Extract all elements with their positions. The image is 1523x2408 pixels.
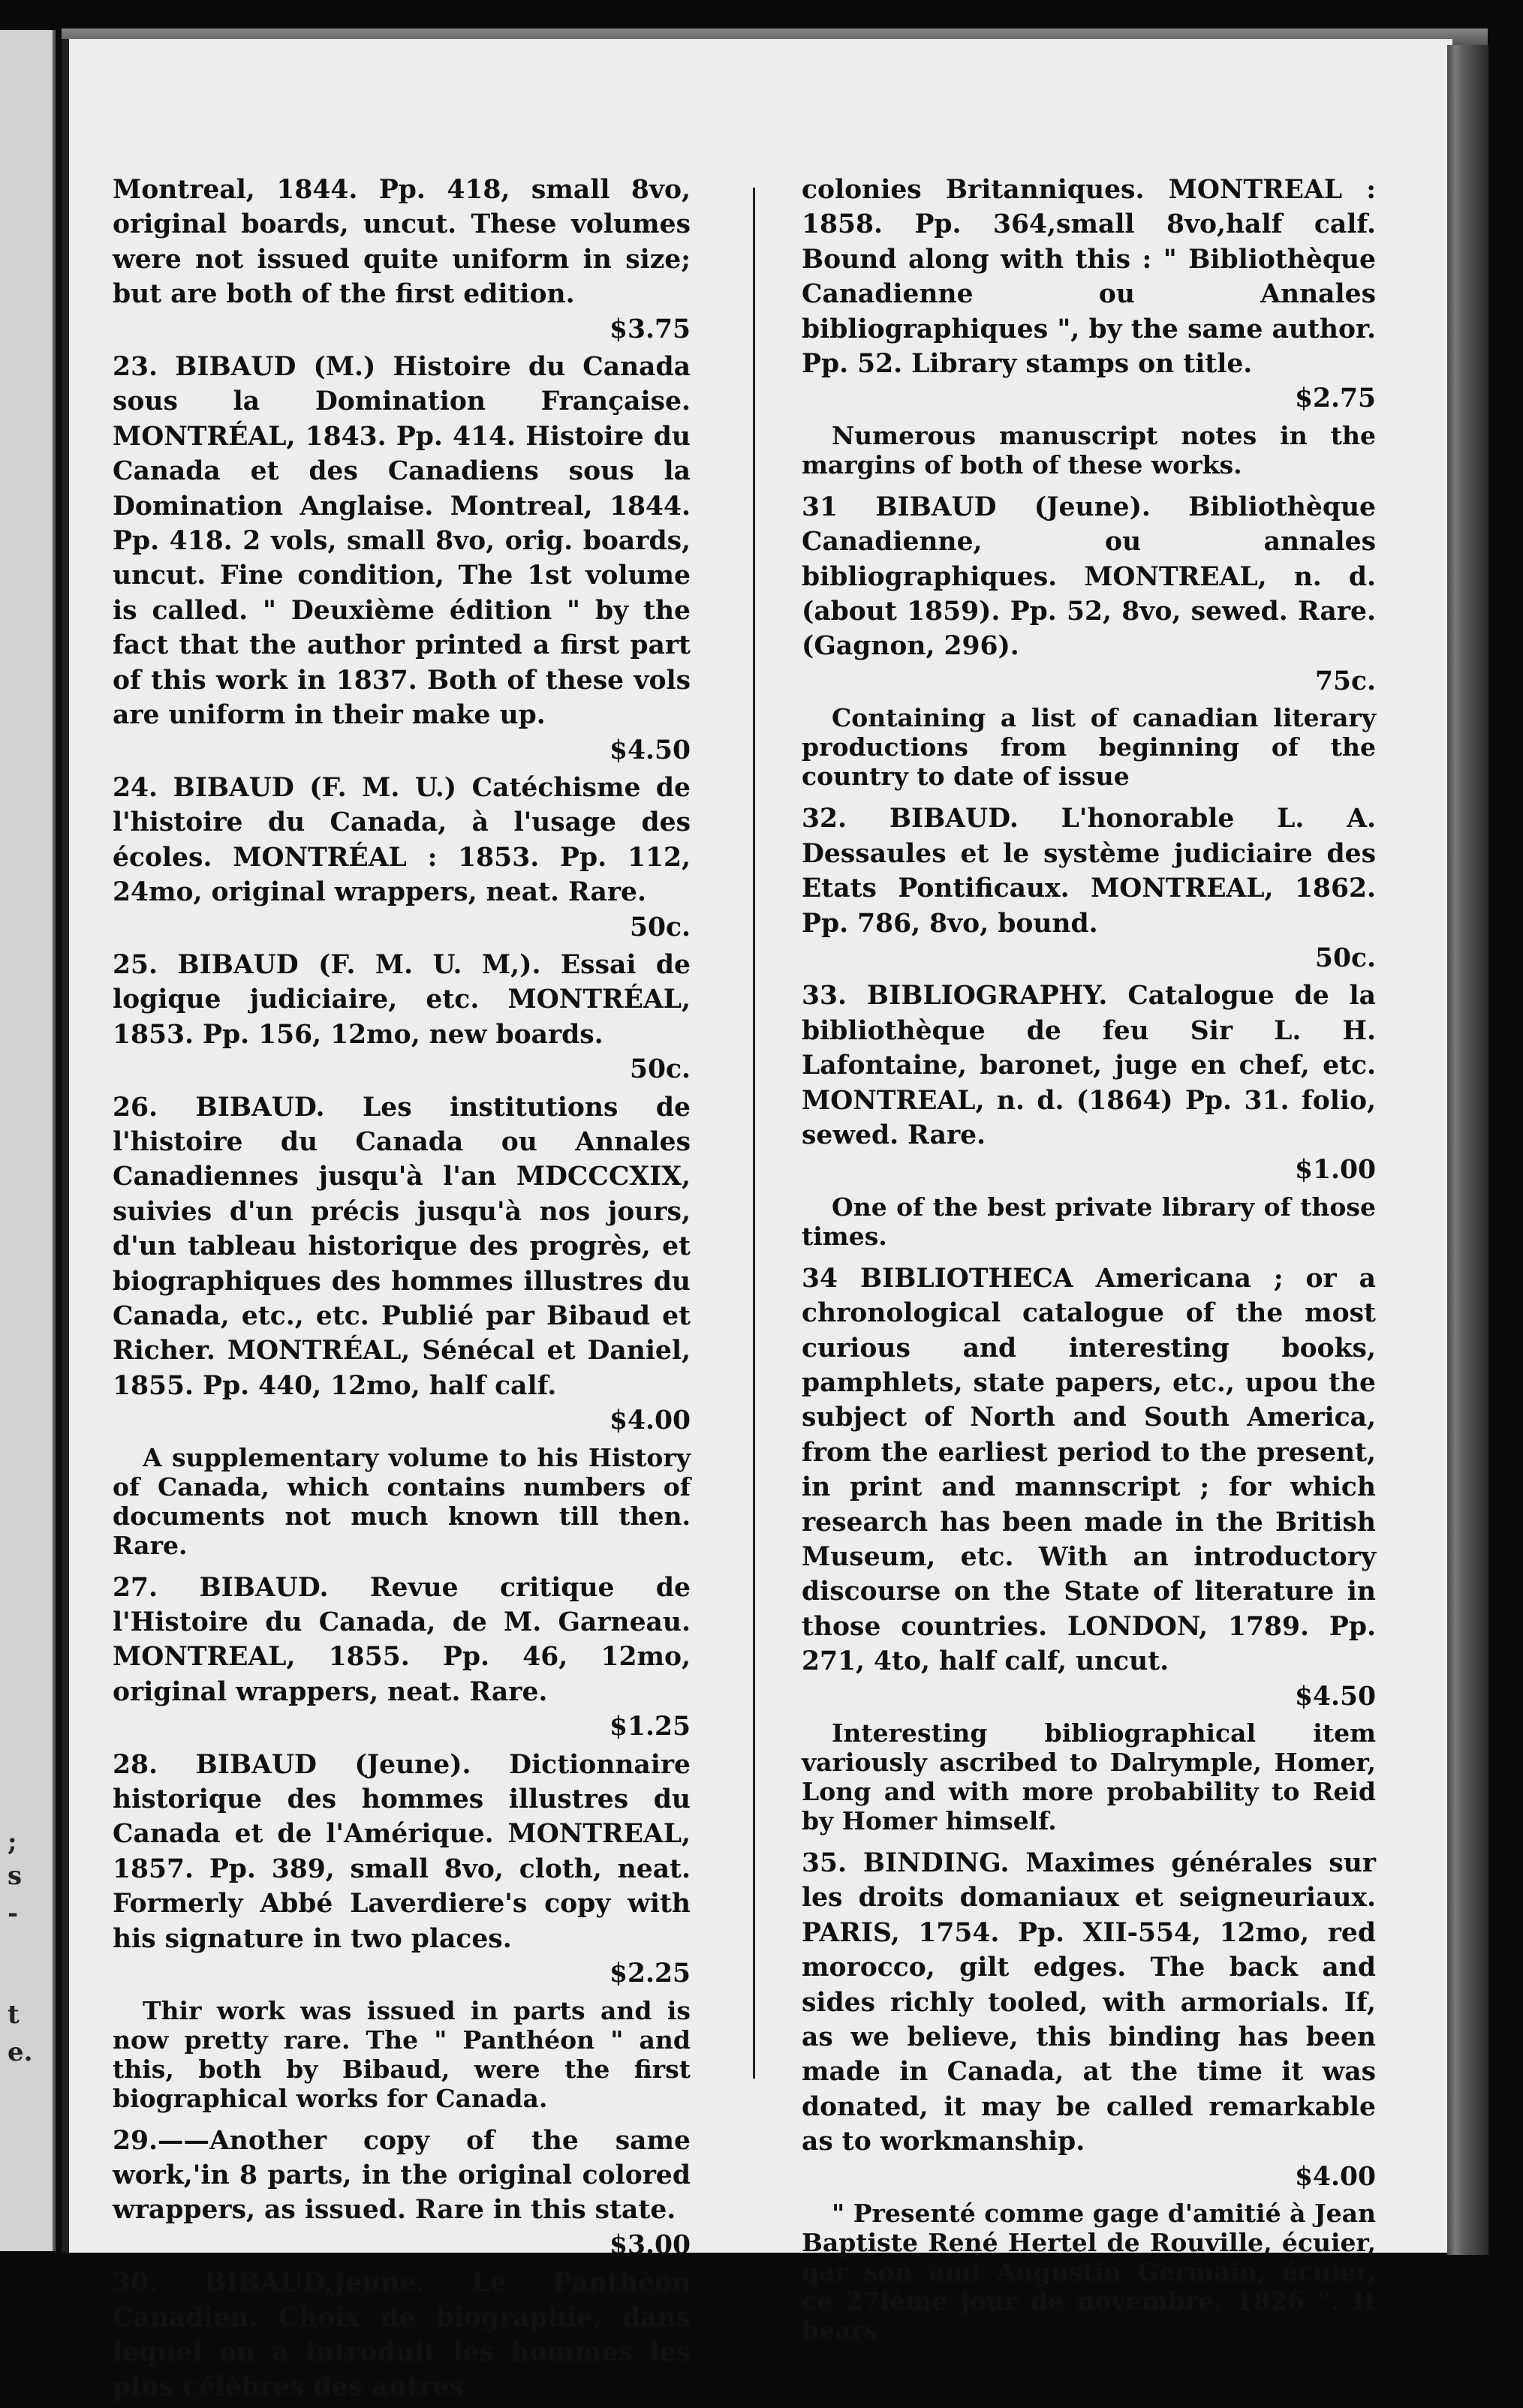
entry-price: $2.25 (609, 1959, 691, 1989)
entry-price: 50c. (629, 1054, 691, 1085)
catalogue-entry (802, 1846, 1376, 2194)
note-text: Containing a list of canadian literary productions from beginning of the country to date of issue (802, 703, 1376, 792)
entry-text: colonies Britanniques. MONTREAL : 1858. Pp. 364,small 8vo,half calf. Bound along with this : " Bibliothèque Canadienne ou Annales bibliographiques ", by the same author. Pp. 52. Library stamps on title. (802, 175, 1376, 380)
catalogue-note (802, 2199, 1376, 2345)
note-text: A supplementary volume to his History of Canada, which contains numbers of documents not much known till then. Rare. (113, 1442, 691, 1560)
entry-price: $3.00 (609, 2229, 691, 2260)
catalogue-entry (113, 1748, 691, 1992)
catalogue-note (802, 703, 1376, 791)
entry-text: 24. BIBAUD (F. M. U.) Catéchisme de l'histoire du Canada, à l'usage des écoles. MONTRÉAL : 1853. Pp. 112, 24mo, original wrappers, neat. Rare. (113, 772, 691, 908)
margin-fragment: t (8, 2000, 20, 2030)
entry-text: 33. BIBLIOGRAPHY. Catalogue de la bibliothèque de feu Sir L. H. Lafontaine, baronet, juge en chef, etc. MONTREAL, n. d. (1864) Pp. 31. folio, sewed. Rare. (802, 981, 1376, 1150)
margin-fragment: e. (8, 2037, 33, 2067)
catalogue-note (113, 1443, 691, 1560)
note-text: Numerous manuscript notes in the margins of both of these works. (802, 420, 1376, 479)
catalogue-note (802, 421, 1376, 479)
catalogue-entry (113, 1090, 691, 1438)
entry-price: $1.00 (1294, 1155, 1376, 1186)
note-text: Thir work was issued in parts and is now pretty rare. The " Panthéon " and this, both by Bibaud, were the first biographical works for Canada. (113, 1995, 691, 2113)
entry-price: $1.25 (609, 1712, 691, 1742)
note-text: " Presenté comme gage d'amitié à Jean Baptiste René Hertel de Rouville, écuier, qar son ami Augustin Germain, écuier, ce 27ième jour de novembre, 1826 ". It bears (802, 2199, 1376, 2346)
entry-text: 25. BIBAUD (F. M. U. M,). Essai de logique judiciaire, etc. MONTRÉAL, 1853. Pp. 156, 12mo, new boards. (113, 949, 691, 1050)
catalogue-entry (113, 948, 691, 1087)
catalogue-note (802, 1718, 1376, 1835)
catalogue-entry (113, 771, 691, 945)
entry-price: 50c. (629, 912, 691, 942)
catalogue-entry (802, 1261, 1376, 1714)
entry-price: $4.50 (609, 735, 691, 765)
catalogue-entry (113, 2124, 691, 2263)
entry-text: 23. BIBAUD (M.) Histoire du Canada sous la Domination Française. MONTRÉAL, 1843. Pp. 414. Histoire du Canada et des Canadiens sous la Domination Anglaise. Montreal, 1844. Pp. 418. 2 vols, small 8vo, orig. boards, uncut. Fine condition, The 1st volume is called. " Deuxième édition " by the fact that the author printed a first part of this work in 1837. Both of these vols are uniform in their make up. (113, 352, 691, 731)
entry-price: $4.50 (1294, 1681, 1376, 1712)
entry-price: $4.00 (1294, 2161, 1376, 2192)
catalogue-note (802, 1192, 1376, 1251)
entry-text: 29.——Another copy of the same work,'in 8 parts, in the original colored wrappers, as issued. Rare in this state. (113, 2125, 691, 2226)
note-text: Interesting bibliographical item variously ascribed to Dalrymple, Homer, Long and with more probability to Reid by Homer himself. (802, 1718, 1376, 1836)
entry-text: 26. BIBAUD. Les institutions de l'histoire du Canada ou Annales Canadiennes jusqu'à l'an MDCCCXIX, suivies d'un précis jusqu'à nos jours, d'un tableau historique des progrès, et biographiques des hommes illustres du Canada, etc., etc. Publié par Bibaud et Richer. MONTRÉAL, Sénécal et Daniel, 1855. Pp. 440, 12mo, half calf. (113, 1092, 691, 1401)
catalogue-entry (113, 2265, 691, 2405)
book-page-edge (1447, 45, 1488, 2255)
entry-text: Montreal, 1844. Pp. 418, small 8vo, original boards, uncut. These volumes were not issued quite uniform in size; but are both of the first edition. (113, 175, 691, 310)
entry-text: 31 BIBAUD (Jeune). Bibliothèque Canadienne, ou annales bibliographiques. MONTREAL, n. d. (about 1859). Pp. 52, 8vo, sewed. Rare. (Gagnon, 296). (802, 492, 1376, 662)
entry-text: 30. BIBAUD,Jeune. Le Panthéon Canadien. Choix de biographie, dans lequel on a introduit les hommes les plus célèbres des autres (113, 2268, 691, 2403)
note-text: One of the best private library of those times. (802, 1192, 1376, 1251)
catalogue-entry (113, 350, 691, 768)
entry-price: 50c. (1314, 942, 1376, 973)
margin-fragment: ; (8, 1827, 17, 1857)
margin-fragment: - (8, 1898, 19, 1929)
previous-page-edge (0, 30, 56, 2251)
left-column (113, 173, 691, 2408)
entry-text: 28. BIBAUD (Jeune). Dictionnaire historique des hommes illustres du Canada et de l'Amérique. MONTREAL, 1857. Pp. 389, small 8vo, cloth, neat. Formerly Abbé Laverdiere's copy with his signature in two places. (113, 1749, 691, 1954)
entry-text: 34 BIBLIOTHECA Americana ; or a chronological catalogue of the most curious and interesting books, pamphlets, state papers, etc., upou the subject of North and South America, from the earliest period to the present, in print and mannscript ; for which research has been made in the British Museum, etc. With an introductory discourse on the State of literature in those countries. LONDON, 1789. Pp. 271, 4to, half calf, uncut. (802, 1263, 1376, 1677)
right-column (802, 173, 1376, 2355)
catalogue-entry (802, 173, 1376, 416)
entry-price: $3.75 (609, 314, 691, 344)
margin-fragment: s (8, 1861, 23, 1891)
entry-price: 75c. (1314, 666, 1376, 696)
catalogue-entry (113, 1571, 691, 1745)
catalogue-entry (802, 801, 1376, 976)
catalogue-entry (113, 173, 691, 347)
entry-price: $2.75 (1294, 383, 1376, 414)
catalogue-entry (802, 490, 1376, 699)
entry-price: $4.00 (609, 1405, 691, 1436)
entry-text: 27. BIBAUD. Revue critique de l'Histoire du Canada, de M. Garneau. MONTREAL, 1855. Pp. 46, 12mo, original wrappers, neat. Rare. (113, 1572, 691, 1707)
entry-text: 35. BINDING. Maximes générales sur les droits domaniaux et seigneuriaux. PARIS, 1754. Pp. XII-554, 12mo, red morocco, gilt edges. The back and sides richly tooled, with armorials. If, as we believe, this binding has been made in Canada, at the time it was donated, it may be called remarkable as to workmanship. (802, 1848, 1376, 2157)
catalogue-entry (802, 979, 1376, 1187)
catalogue-note (113, 1996, 691, 2113)
column-divider (753, 188, 755, 2079)
entry-text: 32. BIBAUD. L'honorable L. A. Dessaules et le système judiciaire des Etats Pontificaux. MONTREAL, 1862. Pp. 786, 8vo, bound. (802, 804, 1376, 939)
